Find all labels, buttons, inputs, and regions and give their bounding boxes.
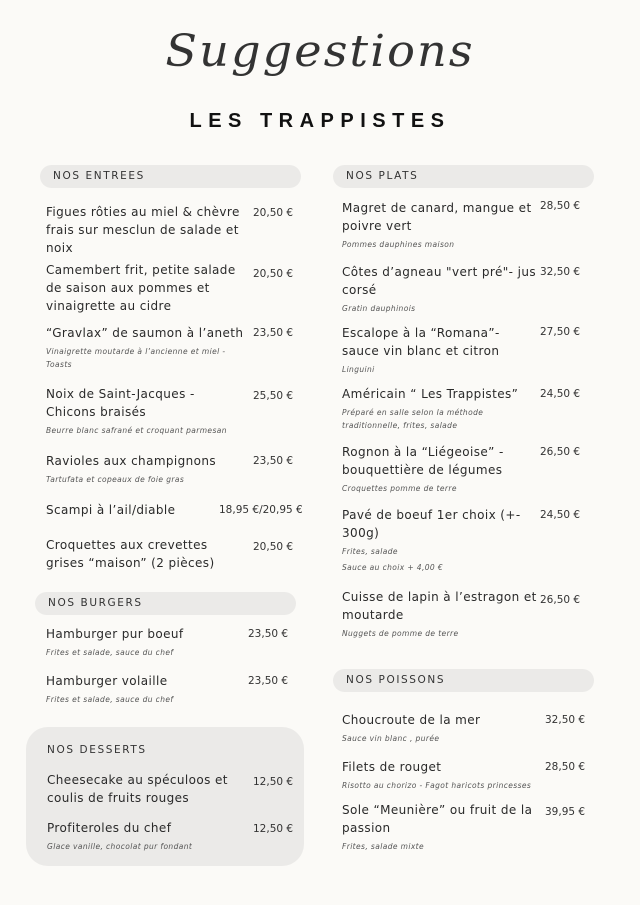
item-description: Sauce vin blanc , purée (342, 734, 440, 743)
menu-item (46, 203, 246, 257)
item-price: 27,50 € (540, 326, 581, 338)
item-price: 23,50 € (253, 327, 294, 339)
item-price: 26,50 € (540, 446, 581, 458)
item-name: Cheesecake au spéculoos et coulis de fruits rouges (47, 773, 228, 805)
item-description: Beurre blanc safrané et croquant parmesan (46, 426, 227, 435)
menu-item (46, 385, 246, 437)
item-name: Cuisse de lapin à l’estragon et moutarde (342, 590, 537, 622)
item-price: 24,50 € (540, 388, 581, 400)
item-price: 12,50 € (253, 776, 294, 788)
item-price: 25,50 € (253, 390, 294, 402)
menu-item (342, 588, 537, 640)
menu-item (342, 443, 537, 495)
item-description-extra: Sauce au choix + 4,00 € (342, 563, 444, 572)
menu-item (46, 672, 246, 706)
menu-item (46, 536, 246, 572)
menu-item (46, 625, 246, 659)
item-price: 32,50 € (545, 714, 586, 726)
item-price: 28,50 € (540, 200, 581, 212)
item-name: Magret de canard, mangue et poivre vert (342, 201, 532, 233)
item-description: Tartufata et copeaux de foie gras (46, 475, 185, 484)
menu-item (342, 199, 537, 251)
menu-item (46, 452, 246, 486)
item-name: Camembert frit, petite salade de saison aux pommes et vinaigrette au cidre (46, 263, 236, 313)
item-description: Croquettes pomme de terre (342, 484, 457, 493)
item-name: Hamburger pur boeuf (46, 627, 184, 641)
item-name: Côtes d’agneau "vert pré"- jus corsé (342, 265, 537, 297)
item-name: Noix de Saint-Jacques - Chicons braisés (46, 387, 195, 419)
menu-item (342, 506, 537, 574)
poissons-section-header: NOS POISSONS (333, 669, 594, 692)
item-price: 28,50 € (545, 761, 586, 773)
item-price: 20,50 € (253, 207, 294, 219)
menu-item (46, 324, 246, 371)
item-description: Frites et salade, sauce du chef (46, 648, 174, 657)
item-description: Gratin dauphinois (342, 304, 416, 313)
menu-item (46, 261, 246, 315)
item-name: Rognon à la “Liégeoise” - bouquettière de légumes (342, 445, 504, 477)
item-description: Pommes dauphines maison (342, 240, 455, 249)
item-price: 20,50 € (253, 541, 294, 553)
item-price: 24,50 € (540, 509, 581, 521)
item-name: Pavé de boeuf 1er choix (+- 300g) (342, 508, 521, 540)
item-description: Risotto au chorizo - Fagot haricots princesses (342, 781, 532, 790)
item-name: Choucroute de la mer (342, 713, 481, 727)
menu-item (46, 501, 246, 519)
item-name: Escalope à la “Romana”- sauce vin blanc et citron (342, 326, 500, 358)
item-name: Filets de rouget (342, 760, 442, 774)
item-description: Nuggets de pomme de terre (342, 629, 459, 638)
item-name: Ravioles aux champignons (46, 454, 217, 468)
menu-item (342, 711, 542, 745)
item-name: Croquettes aux crevettes grises “maison” (2 pièces) (46, 538, 215, 570)
item-name: “Gravlax” de saumon à l’aneth (46, 326, 244, 340)
item-price: 20,50 € (253, 268, 294, 280)
burgers-section-header: NOS BURGERS (35, 592, 296, 615)
item-description: Frites, salade mixte (342, 842, 425, 851)
item-name: Scampi à l’ail/diable (46, 503, 176, 517)
item-description: Frites et salade, sauce du chef (46, 695, 174, 704)
item-description: Vinaigrette moutarde à l’ancienne et miel - Toasts (46, 347, 226, 369)
entrees-section-header: NOS ENTREES (40, 165, 301, 188)
item-name: Sole “Meunière” ou fruit de la passion (342, 803, 533, 835)
desserts-section-header: NOS DESSERTS (47, 744, 147, 756)
item-name: Figues rôties au miel & chèvre frais sur mesclun de salade et noix (46, 205, 240, 255)
item-price: 18,95 €/20,95 € (219, 504, 303, 516)
menu-item (342, 801, 542, 853)
menu-item (47, 771, 247, 807)
item-price: 12,50 € (253, 823, 294, 835)
item-price: 26,50 € (540, 594, 581, 606)
item-name: Hamburger volaille (46, 674, 168, 688)
item-price: 32,50 € (540, 266, 581, 278)
script-heading: Suggestions (165, 26, 475, 77)
item-description: Glace vanille, chocolat pur fondant (47, 842, 193, 851)
item-name: Américain “ Les Trappistes” (342, 387, 519, 401)
menu-item (47, 819, 247, 853)
plats-section-header: NOS PLATS (333, 165, 594, 188)
item-price: 39,95 € (545, 806, 586, 818)
item-name: Profiteroles du chef (47, 821, 172, 835)
item-price: 23,50 € (248, 675, 289, 687)
menu-item (342, 324, 537, 376)
restaurant-title: LES TRAPPISTES (189, 110, 451, 132)
item-price: 23,50 € (253, 455, 294, 467)
item-description: Linguini (342, 365, 375, 374)
menu-item (342, 263, 537, 315)
menu-item (342, 385, 537, 432)
menu-item (342, 758, 542, 792)
item-description: Préparé en salle selon la méthode traditionnelle, frites, salade (342, 408, 484, 430)
item-price: 23,50 € (248, 628, 289, 640)
item-description: Frites, salade (342, 547, 398, 556)
